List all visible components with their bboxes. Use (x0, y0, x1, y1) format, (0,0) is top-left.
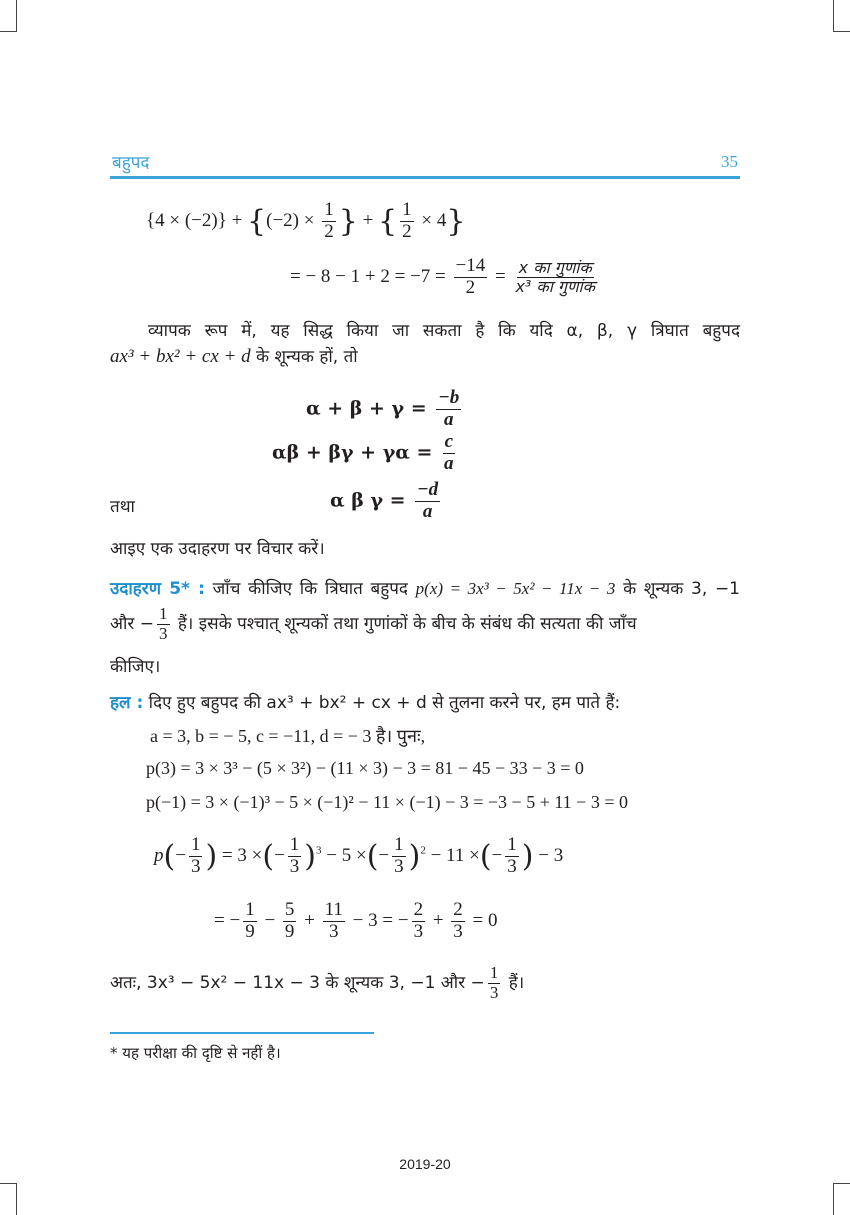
sum-products-result: = − 8 − 1 + 2 = −7 = $\frac{-14}{2}$ = $\frac{\text{x का गुणांक}}{\text{x³ का गुणांक}}$ (290, 255, 595, 298)
crop-mark (0, 31, 16, 32)
page-number: 35 (721, 152, 738, 171)
solution-coefficients: a = 3, b = − 5, c = −11, d = − 3 है। पुनः, (150, 726, 426, 746)
example-statement-line: कीजिए। (110, 657, 161, 677)
crop-mark (834, 31, 850, 32)
tatha-label: तथा (110, 497, 135, 517)
chapter-title: बहुपद (112, 153, 150, 173)
general-statement-line: व्यापक रूप में, यह सिद्ध किया जा सकता है कि यदि α, β, γ त्रिघात बहुपद (148, 321, 740, 341)
example-statement-line: उदाहरण 5* : जाँच कीजिए कि त्रिघात बहुपद p(x) = 3x³ − 5x² − 11x − 3 के शून्यक 3, −1 (110, 579, 741, 599)
p-of-minus-third-evaluation: = − $\frac{1}{9}$ − $\frac{5}{9}$ + $\frac{11}{3}$ − 3 = − $\frac{2}{3}$ + $\frac{2}{3}$ = 0 (214, 899, 498, 942)
conclusion-line: अतः, 3x³ − 5x² − 11x − 3 के शून्यक 3, −1 और − $\frac{1}{3}$ हैं। (110, 963, 525, 1002)
solution-line: हल : दिए हुए बहुपद की ax³ + bx² + cx + d से तुलना करने पर, हम पाते हैं: (110, 693, 621, 713)
relation-product: α β γ = $\frac{-d}{a}$ (330, 479, 439, 522)
crop-mark (16, 1183, 17, 1215)
header-rule (110, 176, 740, 179)
crop-mark (833, 1183, 834, 1215)
p-of-3: p(3) = 3 × 3³ − (5 × 3²) − (11 × 3) − 3 = 81 − 45 − 33 − 3 = 0 (146, 758, 584, 778)
footnote: * यह परीक्षा की दृष्टि से नहीं है। (110, 1044, 281, 1062)
crop-mark (834, 1183, 850, 1184)
p-of-minus-third: p(− $\frac{1}{3}$ ) = 3 ×(− $\frac{1}{3}$ )$^3$ − 5 ×(− $\frac{1}{3}$ )$^2$ − 11 ×(− $\frac{1}{3}$ ) − 3 (154, 834, 564, 877)
crop-mark (16, 0, 17, 32)
relation-pairs: αβ + βγ + γα = $\frac{c}{a}$ (272, 431, 454, 474)
sum-products-line: {4 × (−2)} + {(−2) × $\frac{1}{2}$ } + { $\frac{1}{2}$ × 4} (146, 199, 466, 242)
footnote-rule (110, 1032, 374, 1034)
relation-sum: α + β + γ = $\frac{-b}{a}$ (306, 387, 460, 430)
crop-mark (0, 1183, 16, 1184)
general-statement-line: ax³ + bx² + cx + d के शून्यक हों, तो (110, 346, 358, 367)
example-statement-line: और − $\frac{1}{3}$ हैं। इसके पश्चात् शून्यकों तथा गुणांकों के बीच के संबंध की सत्यता की जाँच (110, 604, 637, 643)
p-of-minus-1: p(−1) = 3 × (−1)³ − 5 × (−1)² − 11 × (−1) − 3 = −3 − 5 + 11 − 3 = 0 (146, 792, 628, 812)
crop-mark (833, 0, 834, 32)
page-footer-year: 2019-20 (399, 1156, 451, 1172)
consider-example-text: आइए एक उदाहरण पर विचार करें। (110, 539, 325, 559)
